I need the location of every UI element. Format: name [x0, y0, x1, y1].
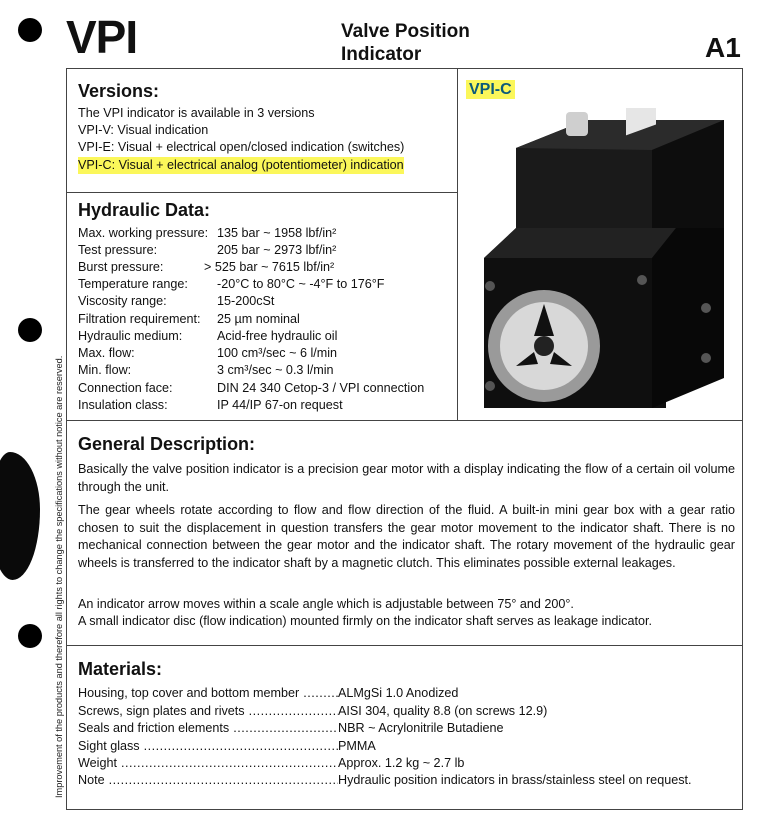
hydraulic-row [78, 397, 343, 414]
general-paragraph: A small indicator disc (flow indication) mounted firmly on the indicator shaft serves as leakage indicator. [78, 614, 652, 628]
hydraulic-row [78, 276, 385, 293]
binder-hole [18, 624, 42, 648]
versions-line: VPI-V: Visual indication [78, 123, 209, 137]
hydraulic-key: Viscosity range: [78, 294, 167, 308]
divider [66, 645, 743, 646]
hydraulic-key: Hydraulic medium: [78, 329, 183, 343]
hydraulic-value: 25 µm nominal [217, 312, 300, 326]
binder-hole [18, 318, 42, 342]
versions-heading: Versions: [78, 81, 160, 101]
divider [66, 420, 743, 421]
scan-shadow [0, 452, 40, 580]
hydraulic-key: Test pressure: [78, 243, 158, 257]
section-code: A1 [705, 32, 741, 63]
materials-value: NBR ~ Acrylonitrile Butadiene [338, 720, 504, 737]
hydraulic-row [78, 242, 336, 259]
column-divider [457, 68, 458, 420]
hydraulic-value: 135 bar ~ 1958 lbf/in² [217, 226, 337, 240]
hydraulic-key: Connection face: [78, 381, 173, 395]
materials-key: Housing, top cover and bottom member ..... [78, 685, 338, 702]
hydraulic-value: 3 cm³/sec ~ 0.3 l/min [217, 363, 334, 377]
hydraulic-row [78, 345, 337, 362]
materials-heading: Materials: [78, 659, 163, 679]
materials-key: Seals and friction elements ..... [78, 720, 338, 737]
versions-line-highlighted: VPI-C: Visual + electrical analog (potentiometer) indication [78, 157, 404, 174]
materials-value: Approx. 1.2 kg ~ 2.7 lb [338, 755, 464, 772]
hydraulic-row [78, 311, 300, 328]
materials-key: Sight glass ..... [78, 738, 338, 755]
hydraulic-row [78, 293, 274, 310]
materials-row [78, 720, 504, 737]
hydraulic-key: Temperature range: [78, 277, 188, 291]
hydraulic-value: 15-200cSt [217, 294, 275, 308]
general-paragraph: Basically the valve position indicator is a precision gear motor with a display indicating the flow of a certain oil volume through the unit. [78, 462, 735, 494]
general-paragraph: An indicator arrow moves within a scale angle which is adjustable between 75° and 200°. [78, 597, 574, 611]
hydraulic-key: Filtration requirement: [78, 312, 201, 326]
hydraulic-value: Acid-free hydraulic oil [217, 329, 338, 343]
hydraulic-value: 100 cm³/sec ~ 6 l/min [217, 346, 338, 360]
page-title [341, 20, 470, 66]
title-line-1: Valve Position [341, 21, 470, 42]
materials-row [78, 772, 692, 789]
hydraulic-key: Min. flow: [78, 363, 132, 377]
hydraulic-value: -20°C to 80°C ~ -4°F to 176°F [217, 277, 385, 291]
hydraulic-value: DIN 24 340 Cetop-3 / VPI connection [217, 381, 425, 395]
materials-value: PMMA [338, 738, 376, 755]
materials-key: Screws, sign plates and rivets ..... [78, 703, 338, 720]
materials-row [78, 755, 465, 772]
hydraulic-value: 205 bar ~ 2973 lbf/in² [217, 243, 337, 257]
hydraulic-row [78, 225, 336, 242]
materials-value: AISI 304, quality 8.8 (on screws 12.9) [338, 703, 547, 720]
hydraulic-row [78, 328, 337, 345]
materials-key: Note ..... [78, 772, 338, 789]
versions-line: The VPI indicator is available in 3 versions [78, 106, 315, 120]
side-note-text: Improvement of the products and therefore all rights to change the specifications without notice are reserved. [54, 355, 64, 798]
hydraulic-value: > 525 bar ~ 7615 lbf/in² [204, 260, 335, 274]
general-paragraph: The gear wheels rotate according to flow and flow direction of the fluid. A built-in mini gear box with a gear ratio chosen to suit the displacement in question transfers the gear motor movement to the indicator shaft. There is no mechanical connection between the gear motor and the indicator shaft. The rotary movement of the hydraulic gear wheels is transferred to the indicator shaft by a magnetic clutch. This eliminates possible external leakages. [78, 503, 735, 570]
materials-row [78, 738, 376, 755]
hydraulic-value: IP 44/IP 67-on request [217, 398, 343, 412]
hydraulic-key: Max. working pressure: [78, 226, 209, 240]
materials-row [78, 703, 548, 720]
side-note [53, 355, 65, 810]
hydraulic-key: Max. flow: [78, 346, 135, 360]
title-line-2: Indicator [341, 44, 422, 65]
binder-hole [18, 18, 42, 42]
hydraulic-row [78, 380, 424, 397]
product-photo [476, 108, 726, 408]
hydraulic-key: Burst pressure: [78, 260, 164, 274]
divider [66, 192, 457, 193]
materials-key: Weight ..... [78, 755, 338, 772]
hydraulic-row [78, 362, 334, 379]
materials-value: Hydraulic position indicators in brass/stainless steel on request. [338, 772, 692, 789]
hydraulic-heading: Hydraulic Data: [78, 200, 211, 220]
versions-line: VPI-E: Visual + electrical open/closed indication (switches) [78, 140, 405, 154]
hydraulic-row [78, 259, 334, 276]
image-label: VPI-C [466, 80, 515, 99]
general-heading: General Description: [78, 434, 256, 454]
materials-value: ALMgSi 1.0 Anodized [338, 685, 458, 702]
hydraulic-key: Insulation class: [78, 398, 168, 412]
logo: VPI [66, 11, 138, 63]
materials-row [78, 685, 459, 702]
